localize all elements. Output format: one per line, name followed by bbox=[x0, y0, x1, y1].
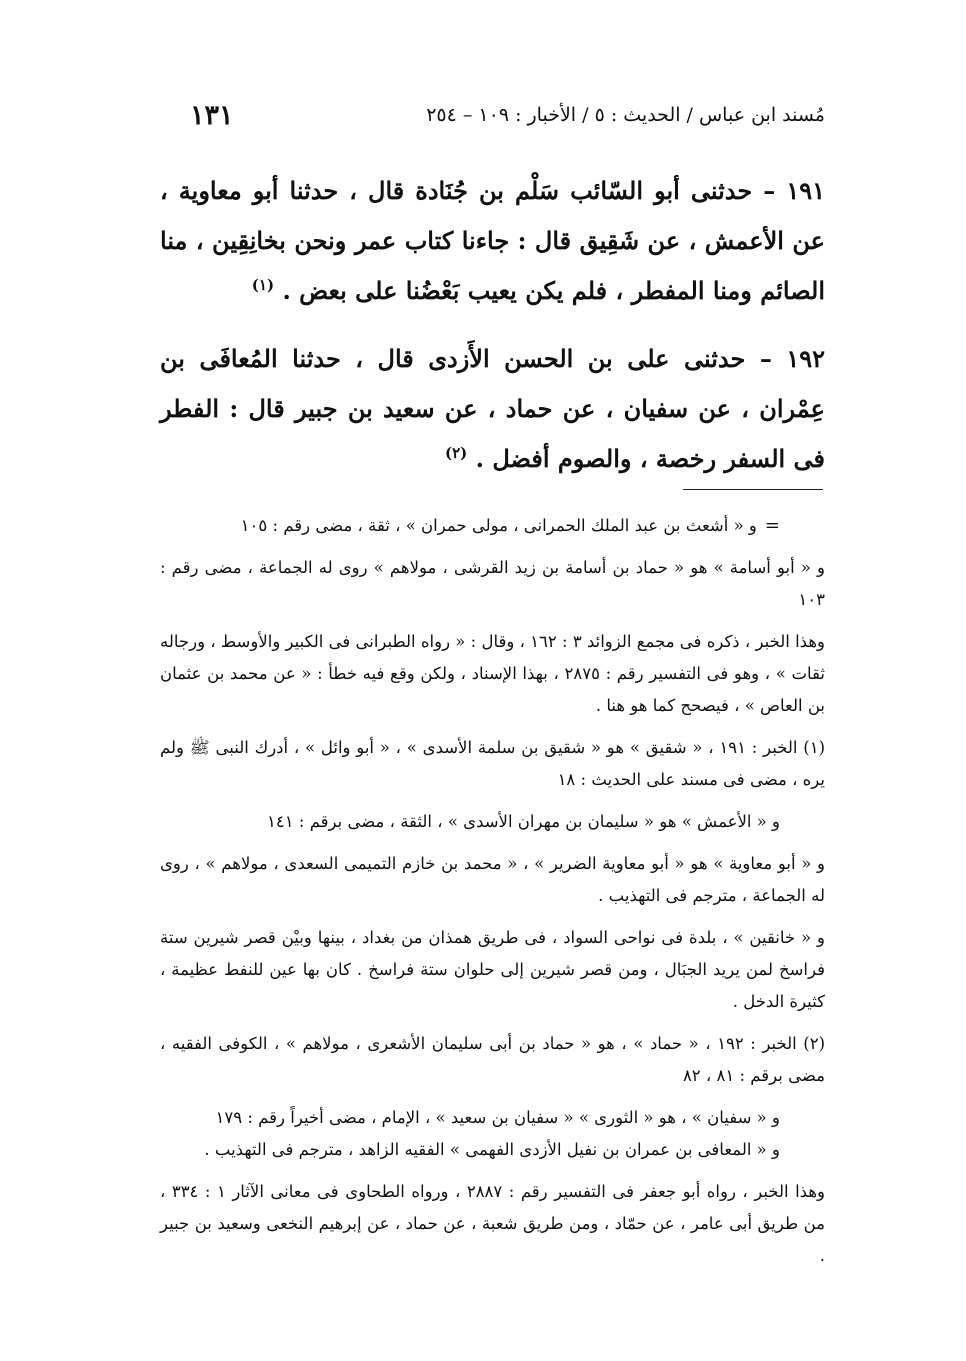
footnote-text: (٢) الخبر : ١٩٢ ، « حماد » ، هو « حماد بن أبى سليمان الأشعرى ، مولاهم » ، الكوفى الفقيه ، مضى برقم : ٨١ ، ٨٢ bbox=[160, 1034, 826, 1085]
footnote-paragraph bbox=[160, 806, 825, 838]
hadith-text: ١٩٢ – حدثنى على بن الحسن الأَزدى قال ، حدثنا المُعافَى بن عِمْران ، عن سفيان ، عن حماد ، عن سعيد بن جبير قال : الفطر فى السفر رخصة ، والصوم أفضل . bbox=[160, 344, 825, 473]
hadith-text: ١٩١ – حدثنى أبو السّائب سَلْم بن جُنَادة قال ، حدثنا أبو معاوية ، عن الأعمش ، عن شَقِيق قال : جاءنا كتاب عمر ونحن بخانِقِين ، منا الصائم ومنا المفطر ، فلم يكن يعيب بَعْضُنا على بعض . bbox=[160, 176, 825, 305]
footnote-text: و « أشعث بن عبد الملك الحمرانى ، مولى حمران » ، ثقة ، مضى رقم : ١٠٥ bbox=[240, 516, 757, 535]
footnote-paragraph bbox=[160, 1176, 825, 1272]
footnote-text: وهذا الخبر ، ذكره فى مجمع الزوائد ٣ : ١٦٢ ، وقال : « رواه الطبرانى فى الكبير والأوسط ، ورجاله ثقات » ، وهو فى التفسير رقم : ٢٨٧٥ ، بهذا الإسناد ، ولكن وقع فيه خطأ : « عن محمد بن عثمان بن العاص » ، فيصحح كما هو هنا . bbox=[160, 632, 825, 715]
footnote-paragraph bbox=[160, 732, 825, 796]
footnote-text: و « سفيان » ، هو « الثورى » « سفيان بن سعيد » ، الإمام ، مضى أخيراً رقم : ١٧٩ bbox=[215, 1108, 780, 1127]
running-head: مُسند ابن عباس / الحديث : ٥ / الأخبار : ١٠٩ – ٢٥٤ bbox=[426, 104, 825, 126]
footnote-text: وهذا الخبر ، رواه أبو جعفر فى التفسير رقم : ٢٨٨٧ ، ورواه الطحاوى فى معانى الآثار ١ : ٣٣٤ ، من طريق أبى عامر ، عن حمّاد ، ومن طريق شعبة ، عن حماد ، عن إبرهيم النخعى وسعيد بن جبير . bbox=[160, 1182, 825, 1265]
footnote-text: و « أبو معاوية » هو « أبو معاوية الضرير » ، « محمد بن خازم التميمى السعدى ، مولاهم » ، روى له الجماعة ، مترجم فى التهذيب . bbox=[160, 854, 825, 905]
footnote-paragraph bbox=[160, 848, 825, 912]
footnote-text: و « أبو أسامة » هو « حماد بن أسامة بن زيد القرشى ، مولاهم » روى له الجماعة ، مضى رقم : ١٠٣ bbox=[160, 558, 825, 609]
footnote-text: و « المعافى بن عمران بن نفيل الأزدى الفهمى » الفقيه الزاهد ، مترجم فى التهذيب . bbox=[204, 1140, 780, 1159]
footnote-separator bbox=[683, 489, 823, 490]
main-text bbox=[160, 166, 825, 502]
footnote-paragraph bbox=[160, 552, 825, 616]
continuation-mark: = bbox=[764, 515, 780, 536]
page-header bbox=[160, 100, 825, 140]
footnote-paragraph bbox=[160, 626, 825, 722]
hadith-paragraph bbox=[160, 166, 825, 316]
page-number: ١٣١ bbox=[190, 100, 234, 131]
footnote-paragraph bbox=[160, 1102, 825, 1134]
hadith-paragraph bbox=[160, 334, 825, 484]
footnote-text: و « الأعمش » هو « سليمان بن مهران الأسدى » ، الثقة ، مضى برقم : ١٤١ bbox=[267, 812, 780, 831]
footnotes bbox=[160, 510, 825, 1282]
footnote-paragraph bbox=[160, 1028, 825, 1092]
footnote-reference: (١) bbox=[251, 276, 275, 294]
footnote-reference: (٢) bbox=[445, 444, 468, 462]
footnote-text: و « خانقين » ، بلدة فى نواحى السواد ، فى طريق همذان من بغداد ، بينها وبيْن قصر شيرين ستة فراسخ لمن يريد الجبَال ، ومن قصر شيرين إلى حلوان ستة فراسخ . كان بها عين للنفط عظيمة ، كثيرة الدخل . bbox=[160, 928, 825, 1011]
footnote-paragraph bbox=[160, 510, 825, 542]
footnote-text: (١) الخبر : ١٩١ ، « شقيق » هو « شقيق بن سلمة الأسدى » ، « أبو وائل » ، أدرك النبى ﷺ ولم يره ، مضى فى مسند على الحديث : ١٨ bbox=[160, 738, 825, 789]
footnote-paragraph bbox=[160, 922, 825, 1018]
footnote-paragraph bbox=[160, 1134, 825, 1166]
